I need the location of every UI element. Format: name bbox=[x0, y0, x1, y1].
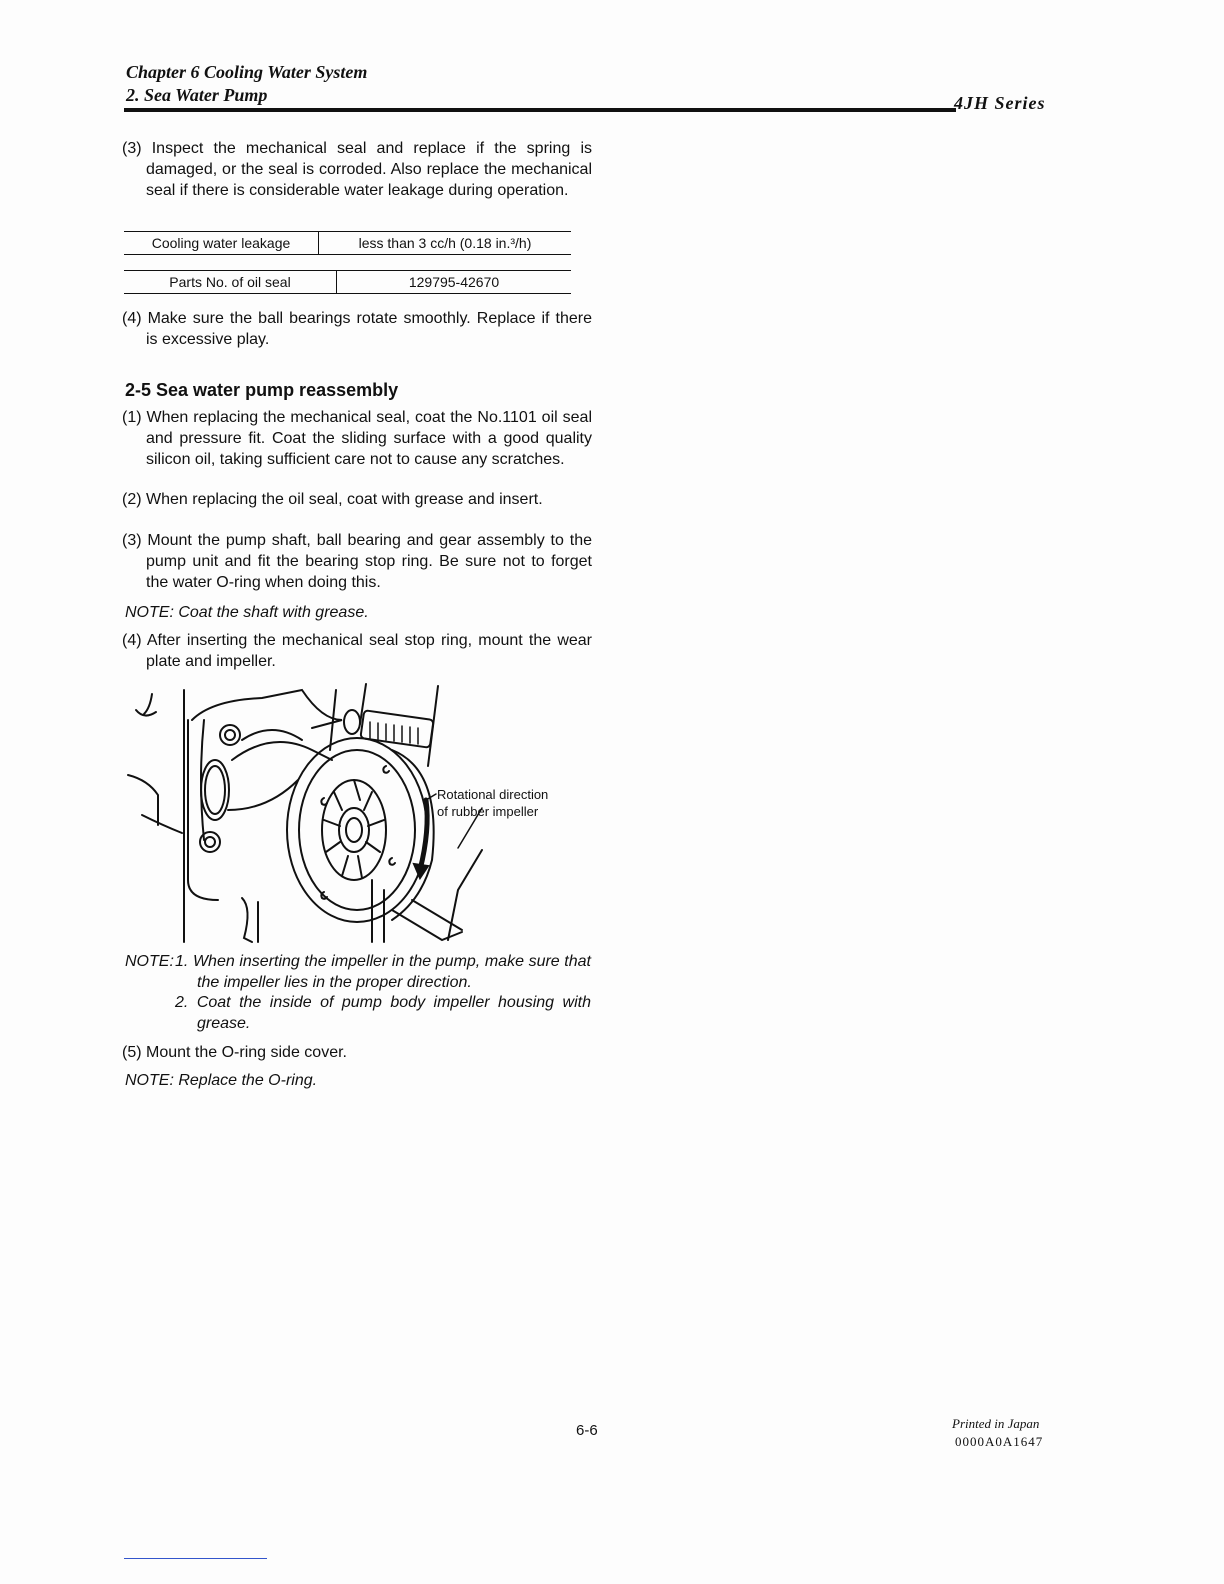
leakage-value: less than 3 cc/h (0.18 in.³/h) bbox=[358, 235, 532, 251]
chapter-title: Chapter 6 Cooling Water System bbox=[126, 62, 368, 82]
note-prefix: NOTE: bbox=[125, 953, 174, 970]
figure-label-line1: Rotational direction bbox=[437, 787, 549, 802]
reassembly-item-1: (1) When replacing the mechanical seal, coat the No.1101 oil seal and pressure fit. Coat the sliding surface with a good quality silicon oil, taking sufficient care not to cause any scratches. bbox=[122, 409, 592, 468]
header-rule bbox=[124, 108, 956, 112]
oilseal-table bbox=[124, 270, 571, 294]
inspect-item-3: (3) Inspect the mechanical seal and replace if the spring is damaged, or the seal is corroded. Also replace the mechanical seal if there is considerable water leakage during operation. bbox=[122, 140, 592, 199]
printed-label: Printed in Japan bbox=[952, 1416, 1040, 1431]
note-replace-oring: NOTE: Replace the O-ring. bbox=[125, 1072, 318, 1089]
note-shaft-grease: NOTE: Coat the shaft with grease. bbox=[125, 604, 369, 621]
inspect-item-4: (4) Make sure the ball bearings rotate smoothly. Replace if there is excessive play. bbox=[122, 310, 592, 348]
reassembly-item-3: (3) Mount the pump shaft, ball bearing and gear assembly to the pump unit and fit the bearing stop ring. Be sure not to forget the water O-ring when doing this. bbox=[122, 532, 592, 591]
section-title: 2. Sea Water Pump bbox=[126, 85, 268, 105]
reassembly-heading: 2-5 Sea water pump reassembly bbox=[125, 380, 399, 400]
reassembly-item-5: (5) Mount the O-ring side cover. bbox=[122, 1044, 347, 1061]
leakage-table bbox=[124, 231, 571, 255]
document-code: 0000A0A1647 bbox=[955, 1434, 1044, 1449]
series-label: 4JH Series bbox=[954, 93, 1046, 113]
reassembly-item-2: (2) When replacing the oil seal, coat with grease and insert. bbox=[122, 491, 543, 508]
leakage-label: Cooling water leakage bbox=[124, 232, 319, 255]
note-coat-housing: 2. Coat the inside of pump body impeller housing with grease. bbox=[175, 994, 591, 1032]
figure-label-line2: of rubber impeller bbox=[437, 804, 539, 819]
bottom-rule bbox=[124, 1558, 267, 1559]
page-number: 6-6 bbox=[576, 1422, 598, 1439]
reassembly-item-4: (4) After inserting the mechanical seal stop ring, mount the wear plate and impeller. bbox=[122, 632, 592, 670]
oilseal-value: 129795-42670 bbox=[408, 274, 500, 290]
note-impeller-direction: 1. When inserting the impeller in the pump, make sure that the impeller lies in the proper direction. bbox=[175, 953, 591, 991]
oilseal-label: Parts No. of oil seal bbox=[124, 271, 337, 294]
